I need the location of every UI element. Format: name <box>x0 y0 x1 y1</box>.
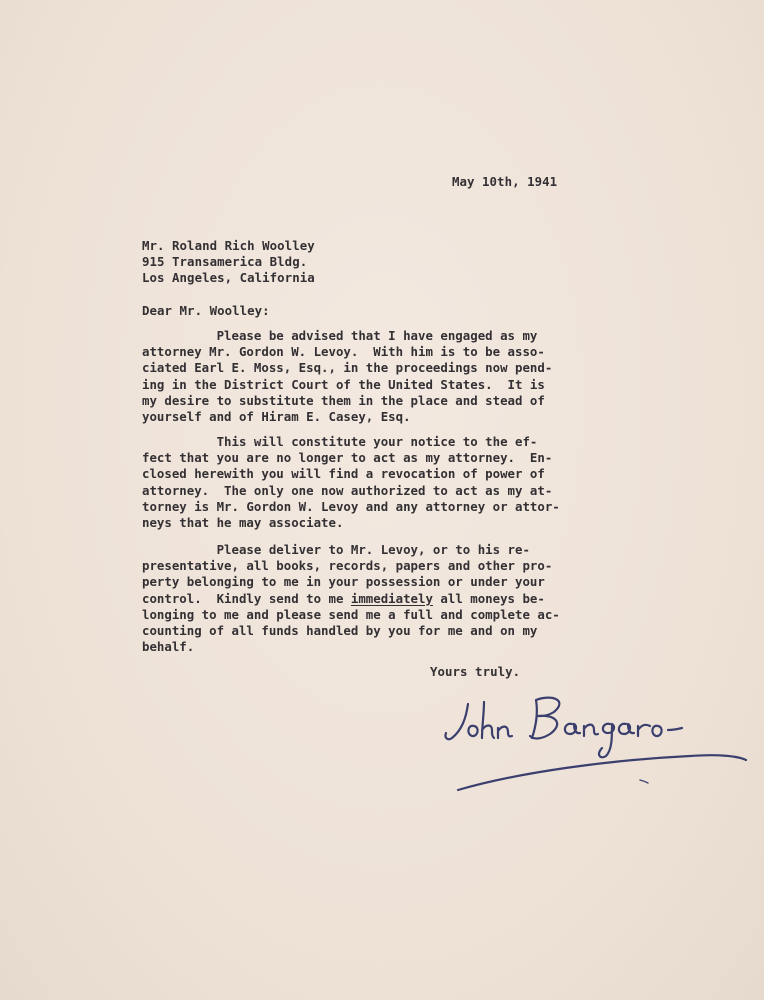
paragraph-line: presentative, all books, records, papers and other pro- <box>142 558 553 574</box>
recipient-name: Mr. Roland Rich Woolley <box>142 238 315 253</box>
paragraph-line: attorney Mr. Gordon W. Levoy. With him is to be asso- <box>142 344 545 360</box>
paragraph-line: yourself and of Hiram E. Casey, Esq. <box>142 409 411 425</box>
paragraph-line: Please deliver to Mr. Levoy, or to his re- <box>142 542 530 557</box>
paragraph-line <box>142 591 662 607</box>
paragraph-line: behalf. <box>142 639 195 655</box>
paragraph-line: This will constitute your notice to the ef- <box>142 434 538 449</box>
paragraph-line: fect that you are no longer to act as my attorney. En- <box>142 450 553 466</box>
paragraph-line: closed herewith you will find a revocation of power of <box>142 466 545 482</box>
letter-date: May 10th, 1941 <box>452 174 558 189</box>
paragraph-line: torney is Mr. Gordon W. Levoy and any attorney or attor- <box>142 498 560 514</box>
closing: Yours truly. <box>430 664 521 679</box>
paragraph-1 <box>142 328 662 425</box>
paragraph-line: my desire to substitute them in the place and stead of <box>142 392 545 408</box>
paragraph-line: longing to me and please send me a full and complete ac- <box>142 606 560 622</box>
salutation: Dear Mr. Woolley: <box>142 303 270 318</box>
underlined-word: immediately <box>350 590 433 606</box>
paragraph-line: Please be advised that I have engaged as my <box>142 328 538 343</box>
paragraph-line: counting of all funds handled by you for me and on my <box>142 623 538 639</box>
recipient-street: 915 Transamerica Bldg. <box>142 254 308 269</box>
line-text-before: control. Kindly send to me <box>142 590 351 606</box>
paragraph-line: perty belonging to me in your possession or under your <box>142 574 545 590</box>
paragraph-line: attorney. The only one now authorized to act as my at- <box>142 482 553 498</box>
paragraph-2 <box>142 434 662 531</box>
paragraph-3 <box>142 542 662 655</box>
paragraph-line: neys that he may associate. <box>142 515 344 531</box>
line-text-after: all moneys be- <box>432 590 545 606</box>
handwritten-signature <box>440 686 760 806</box>
paragraph-line: ing in the District Court of the United States. It is <box>142 376 545 392</box>
paragraph-line: ciated Earl E. Moss, Esq., in the proceedings now pend- <box>142 360 553 376</box>
recipient-city: Los Angeles, California <box>142 270 315 285</box>
